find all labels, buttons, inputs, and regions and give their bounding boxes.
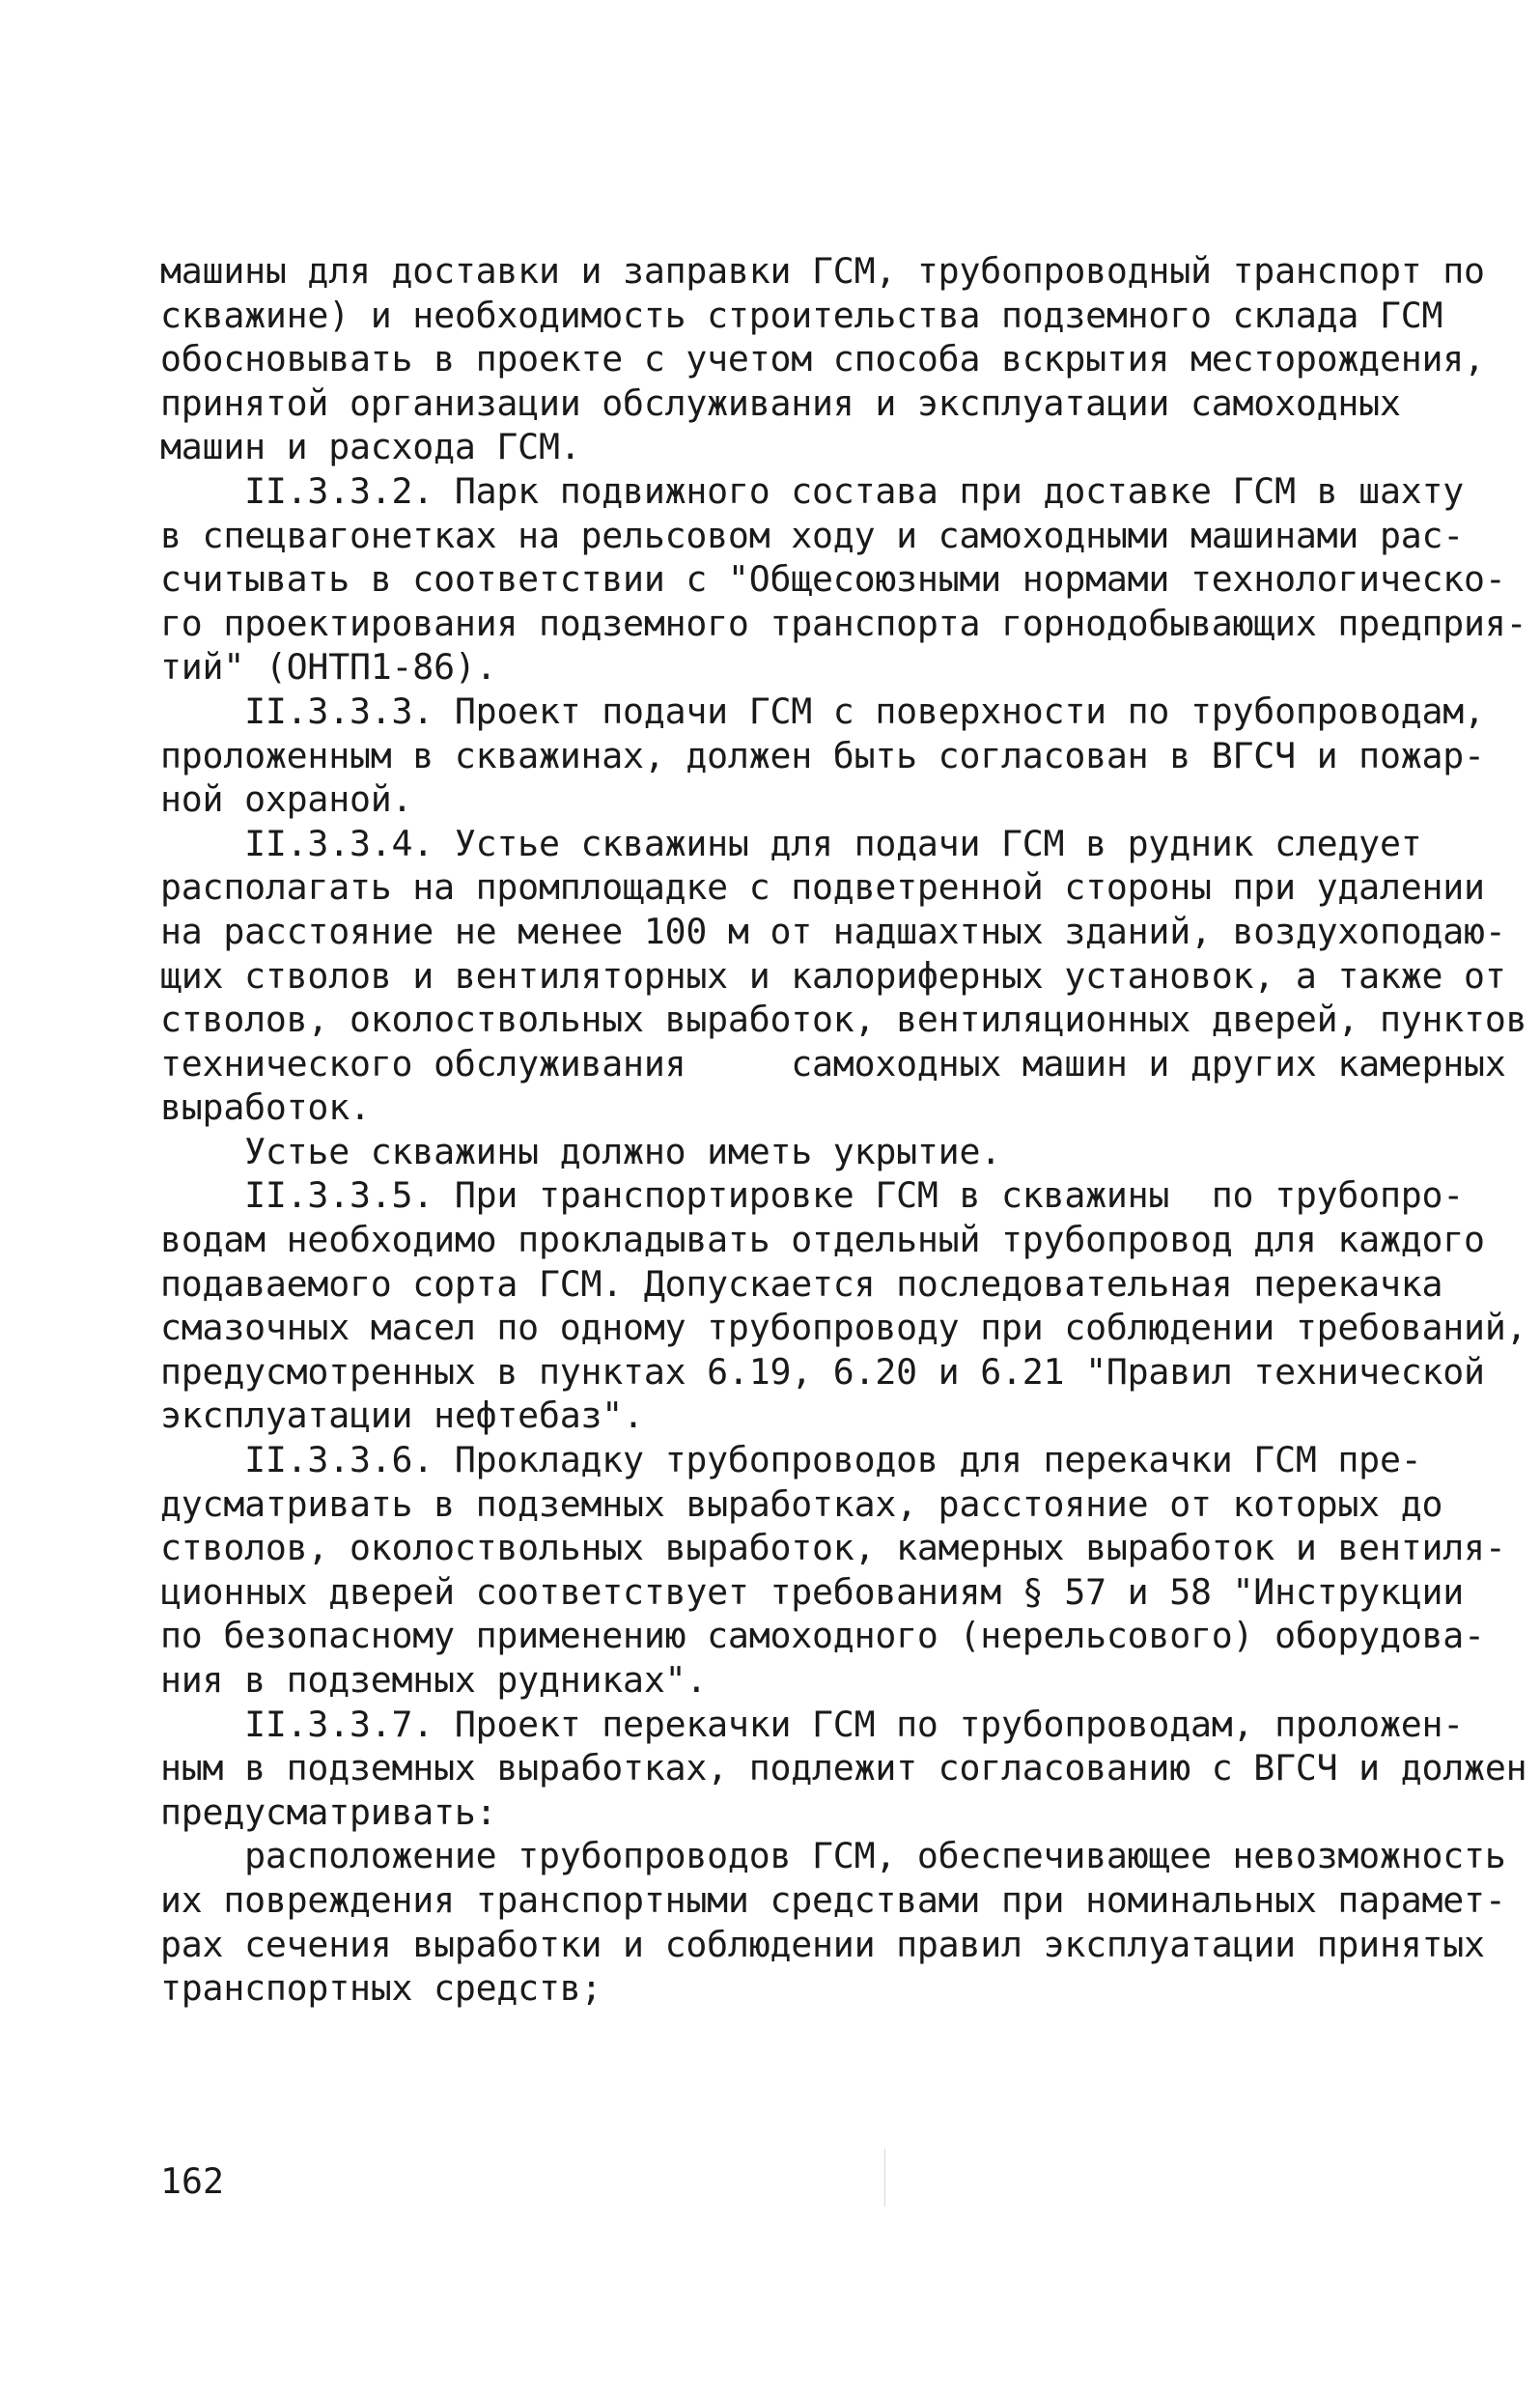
text-line: ния в подземных рудниках".: [160, 1659, 708, 1701]
text-line: на расстояние не менее 100 м от надшахтных зданий, воздухоподаю-: [160, 910, 1506, 952]
text-line: смазочных масел по одному трубопроводу при соблюдении требований,: [160, 1307, 1527, 1349]
text-line: водам необходимо прокладывать отдельный трубопровод для каждого: [160, 1219, 1485, 1261]
text-line: II.3.3.7. Проект перекачки ГСМ по трубопроводам, проложен-: [160, 1703, 1465, 1745]
body-text: [160, 249, 1527, 2011]
text-line: тий" (ОНТП1-86).: [160, 646, 497, 689]
text-line: их повреждения транспортными средствами при номинальных парамет-: [160, 1878, 1506, 1921]
scan-artifact: [884, 2149, 885, 2207]
text-line: принятой организации обслуживания и эксплуатации самоходных: [160, 381, 1401, 424]
text-line: ционных дверей соответствует требованиям § 57 и 58 "Инструкции: [160, 1570, 1465, 1613]
text-line: предусмотренных в пунктах 6.19, 6.20 и 6.21 "Правил технической: [160, 1350, 1485, 1393]
text-line: предусматривать:: [160, 1790, 497, 1833]
text-line: машины для доставки и заправки ГСМ, трубопроводный транспорт по: [160, 250, 1485, 292]
text-line: в спецвагонетках на рельсовом ходу и самоходными машинами рас-: [160, 514, 1465, 556]
text-line: эксплуатации нефтебаз".: [160, 1395, 644, 1437]
text-line: II.3.3.2. Парк подвижного состава при доставке ГСМ в шахту: [160, 469, 1465, 512]
text-line: подаваемого сорта ГСМ. Допускается последовательная перекачка: [160, 1262, 1443, 1305]
page-number: 162: [160, 2160, 224, 2202]
text-line: располагать на промплощадке с подветренной стороны при удалении: [160, 866, 1485, 909]
text-line: Устье скважины должно иметь укрытие.: [160, 1130, 1001, 1172]
text-line: технического обслуживания самоходных машин и других камерных: [160, 1042, 1506, 1085]
text-line: щих стволов и вентиляторных и калориферных установок, а также от: [160, 954, 1506, 997]
text-line: скважине) и необходимость строительства подземного склада ГСМ: [160, 294, 1443, 336]
text-line: считывать в соответствии с "Общесоюзными нормами технологическо-: [160, 558, 1506, 601]
text-line: транспортных средств;: [160, 1967, 602, 2010]
text-line: проложенным в скважинах, должен быть согласован в ВГСЧ и пожар-: [160, 734, 1485, 776]
text-line: II.3.3.6. Прокладку трубопроводов для перекачки ГСМ пре-: [160, 1439, 1422, 1481]
text-line: рах сечения выработки и соблюдении правил эксплуатации принятых: [160, 1923, 1485, 1965]
text-line: дусматривать в подземных выработках, расстояние от которых до: [160, 1482, 1443, 1525]
text-line: ным в подземных выработках, подлежит согласованию с ВГСЧ и должен: [160, 1747, 1527, 1789]
text-line: выработок.: [160, 1086, 371, 1129]
text-line: ной охраной.: [160, 778, 413, 821]
text-line: по безопасному применению самоходного (нерельсового) оборудова-: [160, 1615, 1485, 1657]
text-line: го проектирования подземного транспорта горнодобывающих предприя-: [160, 602, 1527, 644]
text-line: расположение трубопроводов ГСМ, обеспечивающее невозможность: [160, 1835, 1506, 1877]
text-line: II.3.3.4. Устье скважины для подачи ГСМ в рудник следует: [160, 822, 1422, 864]
text-line: стволов, околоствольных выработок, вентиляционных дверей, пунктов: [160, 999, 1527, 1041]
text-line: стволов, околоствольных выработок, камерных выработок и вентиля-: [160, 1527, 1506, 1569]
text-line: машин и расхода ГСМ.: [160, 426, 581, 468]
text-line: обосновывать в проекте с учетом способа вскрытия месторождения,: [160, 338, 1485, 380]
text-line: II.3.3.5. При транспортировке ГСМ в скважины по трубопро-: [160, 1174, 1465, 1217]
text-line: II.3.3.3. Проект подачи ГСМ с поверхности по трубопроводам,: [160, 690, 1485, 732]
